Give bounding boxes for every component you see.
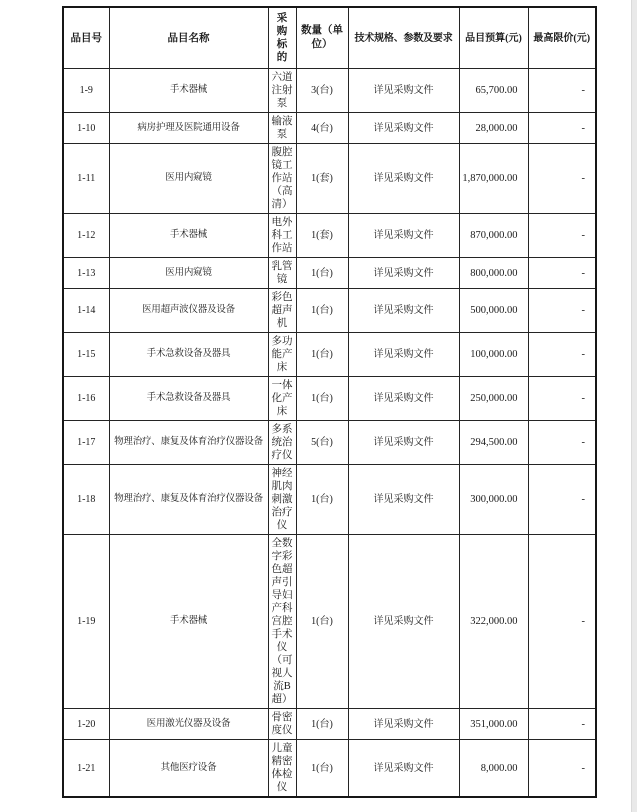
max-price-cell: -: [528, 214, 596, 258]
item-name-cell: 其他医疗设备: [109, 740, 268, 798]
table-row: [63, 377, 596, 421]
table-row: [63, 535, 596, 709]
header-procurement-target: [268, 7, 296, 69]
item-name-cell: 手术器械: [109, 69, 268, 113]
quantity-cell: 1(台): [296, 258, 348, 289]
table-row: [63, 113, 596, 144]
item-no-cell: 1-13: [63, 258, 109, 289]
quantity-cell: 1(台): [296, 333, 348, 377]
spec-cell: 详见采购文件: [348, 289, 459, 333]
procurement-target-cell: 多系统治疗仪: [268, 421, 296, 465]
header-procurement-target-label: 采购标的: [276, 13, 288, 63]
max-price-cell: -: [528, 421, 596, 465]
max-price-cell: -: [528, 377, 596, 421]
procurement-target-cell: 多功能产床: [268, 333, 296, 377]
table-row: [63, 465, 596, 535]
item-no-cell: 1-17: [63, 421, 109, 465]
item-no-cell: 1-21: [63, 740, 109, 798]
quantity-cell: 1(台): [296, 289, 348, 333]
table-row: [63, 258, 596, 289]
procurement-target-cell: 骨密度仪: [268, 709, 296, 740]
spec-cell: 详见采购文件: [348, 214, 459, 258]
procurement-target-cell: 电外科工作站: [268, 214, 296, 258]
budget-cell: 100,000.00: [459, 333, 528, 377]
quantity-cell: 1(套): [296, 214, 348, 258]
table-row: [63, 69, 596, 113]
procurement-target-cell: 六道注射泵: [268, 69, 296, 113]
header-item-no: 品目号: [63, 7, 109, 69]
quantity-cell: 1(套): [296, 144, 348, 214]
quantity-cell: 1(台): [296, 377, 348, 421]
procurement-items-table: [62, 6, 597, 798]
table-row: [63, 709, 596, 740]
item-no-cell: 1-19: [63, 535, 109, 709]
table-body: [63, 69, 596, 798]
procurement-target-cell: 输液泵: [268, 113, 296, 144]
spec-cell: 详见采购文件: [348, 377, 459, 421]
budget-cell: 294,500.00: [459, 421, 528, 465]
header-row: [63, 7, 596, 69]
procurement-target-cell: 儿童精密体检仪: [268, 740, 296, 798]
budget-cell: 250,000.00: [459, 377, 528, 421]
spec-cell: 详见采购文件: [348, 535, 459, 709]
item-name-cell: 医用超声波仪器及设备: [109, 289, 268, 333]
item-name-cell: 手术急救设备及器具: [109, 377, 268, 421]
item-no-cell: 1-20: [63, 709, 109, 740]
budget-cell: 28,000.00: [459, 113, 528, 144]
item-no-cell: 1-10: [63, 113, 109, 144]
max-price-cell: -: [528, 144, 596, 214]
budget-cell: 1,870,000.00: [459, 144, 528, 214]
quantity-cell: 4(台): [296, 113, 348, 144]
spec-cell: 详见采购文件: [348, 465, 459, 535]
budget-cell: 870,000.00: [459, 214, 528, 258]
header-budget: 品目预算(元): [459, 7, 528, 69]
item-name-cell: 病房护理及医院通用设备: [109, 113, 268, 144]
procurement-target-cell: 神经肌肉刺激治疗仪: [268, 465, 296, 535]
item-no-cell: 1-14: [63, 289, 109, 333]
header-spec: 技术规格、参数及要求: [348, 7, 459, 69]
procurement-target-cell: 腹腔镜工作站（高清）: [268, 144, 296, 214]
quantity-cell: 1(台): [296, 535, 348, 709]
max-price-cell: -: [528, 535, 596, 709]
item-no-cell: 1-18: [63, 465, 109, 535]
item-no-cell: 1-15: [63, 333, 109, 377]
max-price-cell: -: [528, 289, 596, 333]
budget-cell: 65,700.00: [459, 69, 528, 113]
header-quantity: 数量（单位）: [296, 7, 348, 69]
table-row: [63, 289, 596, 333]
max-price-cell: -: [528, 465, 596, 535]
table-row: [63, 333, 596, 377]
max-price-cell: -: [528, 113, 596, 144]
budget-cell: 351,000.00: [459, 709, 528, 740]
quantity-cell: 1(台): [296, 709, 348, 740]
procurement-target-cell: 乳管镜: [268, 258, 296, 289]
table-row: [63, 421, 596, 465]
table-header: [63, 7, 596, 69]
budget-cell: 300,000.00: [459, 465, 528, 535]
spec-cell: 详见采购文件: [348, 740, 459, 798]
spec-cell: 详见采购文件: [348, 113, 459, 144]
budget-cell: 800,000.00: [459, 258, 528, 289]
quantity-cell: 1(台): [296, 740, 348, 798]
item-no-cell: 1-12: [63, 214, 109, 258]
quantity-cell: 5(台): [296, 421, 348, 465]
item-name-cell: 医用激光仪器及设备: [109, 709, 268, 740]
max-price-cell: -: [528, 709, 596, 740]
spec-cell: 详见采购文件: [348, 69, 459, 113]
max-price-cell: -: [528, 69, 596, 113]
procurement-target-cell: 彩色超声机: [268, 289, 296, 333]
spec-cell: 详见采购文件: [348, 709, 459, 740]
budget-cell: 8,000.00: [459, 740, 528, 798]
quantity-cell: 3(台): [296, 69, 348, 113]
quantity-cell: 1(台): [296, 465, 348, 535]
procurement-target-cell: 全数字彩色超声引导妇产科宫腔手术仪（可视人流B超）: [268, 535, 296, 709]
max-price-cell: -: [528, 333, 596, 377]
procurement-target-cell: 一体化产床: [268, 377, 296, 421]
table-row: [63, 214, 596, 258]
max-price-cell: -: [528, 258, 596, 289]
budget-cell: 500,000.00: [459, 289, 528, 333]
spec-cell: 详见采购文件: [348, 333, 459, 377]
max-price-cell: -: [528, 740, 596, 798]
header-item-name: 品目名称: [109, 7, 268, 69]
item-name-cell: 医用内窥镜: [109, 144, 268, 214]
item-name-cell: 医用内窥镜: [109, 258, 268, 289]
item-name-cell: 手术器械: [109, 535, 268, 709]
spec-cell: 详见采购文件: [348, 144, 459, 214]
item-name-cell: 物理治疗、康复及体育治疗仪器设备: [109, 465, 268, 535]
item-no-cell: 1-16: [63, 377, 109, 421]
item-name-cell: 手术器械: [109, 214, 268, 258]
budget-cell: 322,000.00: [459, 535, 528, 709]
item-no-cell: 1-9: [63, 69, 109, 113]
spec-cell: 详见采购文件: [348, 421, 459, 465]
item-name-cell: 手术急救设备及器具: [109, 333, 268, 377]
item-name-cell: 物理治疗、康复及体育治疗仪器设备: [109, 421, 268, 465]
page-edge-strip: [631, 0, 637, 812]
table-row: [63, 740, 596, 798]
spec-cell: 详见采购文件: [348, 258, 459, 289]
header-max-price: 最高限价(元): [528, 7, 596, 69]
table-row: [63, 144, 596, 214]
item-no-cell: 1-11: [63, 144, 109, 214]
